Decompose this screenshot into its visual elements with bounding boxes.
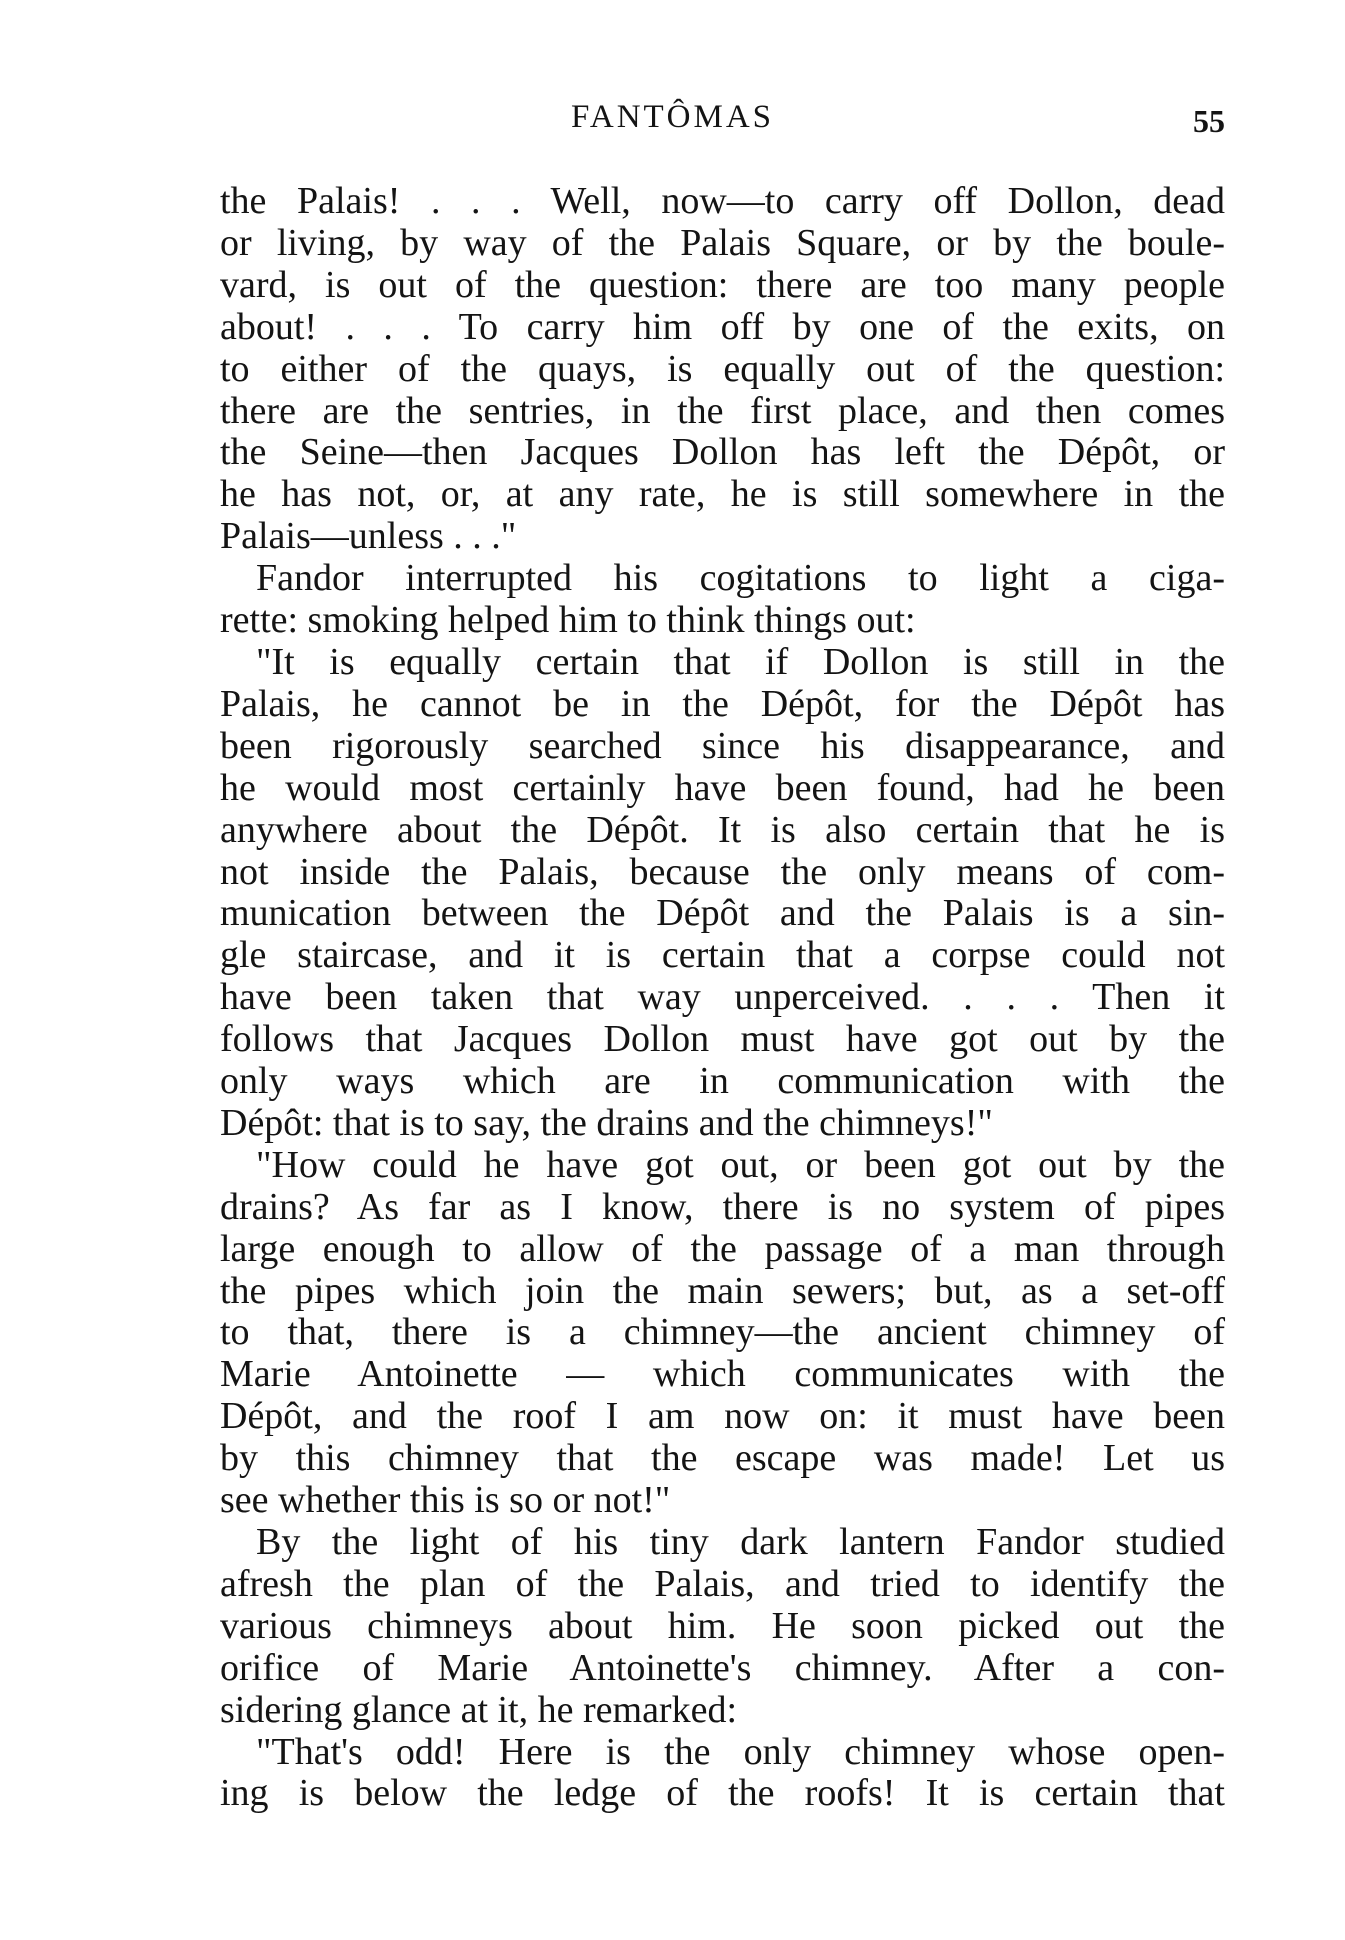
text-line: the Seine—then Jacques Dollon has left the Dépôt, or	[220, 431, 1225, 474]
text-line: only ways which are in communication with the	[220, 1060, 1225, 1103]
text-line: have been taken that way unperceived. . . . Then it	[220, 976, 1225, 1019]
text-line: Palais, he cannot be in the Dépôt, for the Dépôt has	[220, 682, 1225, 725]
text-line: Dépôt, and the roof I am now on: it must have been	[220, 1395, 1225, 1438]
text-line: he would most certainly have been found, had he been	[220, 766, 1225, 809]
text-line: or living, by way of the Palais Square, or by the boule-	[220, 221, 1225, 264]
text-line: orifice of Marie Antoinette's chimney. After a con-	[220, 1646, 1225, 1689]
text-line: to either of the quays, is equally out of the question:	[220, 347, 1225, 390]
text-line: Fandor interrupted his cogitations to light a ciga-	[256, 557, 1225, 600]
text-line: drains? As far as I know, there is no system of pipes	[220, 1185, 1225, 1228]
text-line: by this chimney that the escape was made! Let us	[220, 1437, 1225, 1480]
text-line: Palais—unless . . ."	[220, 515, 517, 558]
text-line: various chimneys about him. He soon picked out the	[220, 1604, 1225, 1647]
text-line: he has not, or, at any rate, he is still somewhere in the	[220, 473, 1225, 516]
text-line: munication between the Dépôt and the Palais is a sin-	[220, 892, 1225, 935]
text-line: "It is equally certain that if Dollon is still in the	[256, 640, 1225, 683]
text-line: about! . . . To carry him off by one of the exits, on	[220, 305, 1225, 348]
text-line: Marie Antoinette — which communicates with the	[220, 1353, 1225, 1396]
text-line: Dépôt: that is to say, the drains and the chimneys!"	[220, 1101, 993, 1144]
text-line: follows that Jacques Dollon must have got out by the	[220, 1018, 1225, 1061]
text-line: been rigorously searched since his disappearance, and	[220, 724, 1225, 767]
text-line: ing is below the ledge of the roofs! It is certain that	[220, 1772, 1225, 1815]
text-line: there are the sentries, in the first place, and then comes	[220, 389, 1225, 432]
text-line: not inside the Palais, because the only means of com-	[220, 850, 1225, 893]
running-head	[0, 92, 1345, 142]
text-line: the Palais! . . . Well, now—to carry off Dollon, dead	[220, 180, 1225, 222]
text-line: see whether this is so or not!"	[220, 1479, 671, 1522]
text-line: vard, is out of the question: there are too many people	[220, 263, 1225, 306]
running-title: FANTÔMAS	[570, 99, 775, 135]
text-line: large enough to allow of the passage of a man through	[220, 1227, 1225, 1270]
text-line: anywhere about the Dépôt. It is also certain that he is	[220, 808, 1225, 851]
text-line: afresh the plan of the Palais, and tried to identify the	[220, 1562, 1225, 1605]
text-line: gle staircase, and it is certain that a corpse could not	[220, 934, 1225, 977]
text-line: the pipes which join the main sewers; but, as a set-off	[220, 1269, 1225, 1312]
text-line: By the light of his tiny dark lantern Fandor studied	[256, 1521, 1225, 1563]
body-text	[220, 181, 1225, 1815]
text-line: rette: smoking helped him to think things out:	[220, 599, 916, 642]
text-line: sidering glance at it, he remarked:	[220, 1688, 738, 1731]
page-number: 55	[1193, 103, 1225, 139]
text-line: "How could he have got out, or been got out by the	[256, 1143, 1225, 1186]
text-line: to that, there is a chimney—the ancient chimney of	[220, 1311, 1225, 1354]
text-line: "That's odd! Here is the only chimney whose open-	[256, 1730, 1225, 1773]
